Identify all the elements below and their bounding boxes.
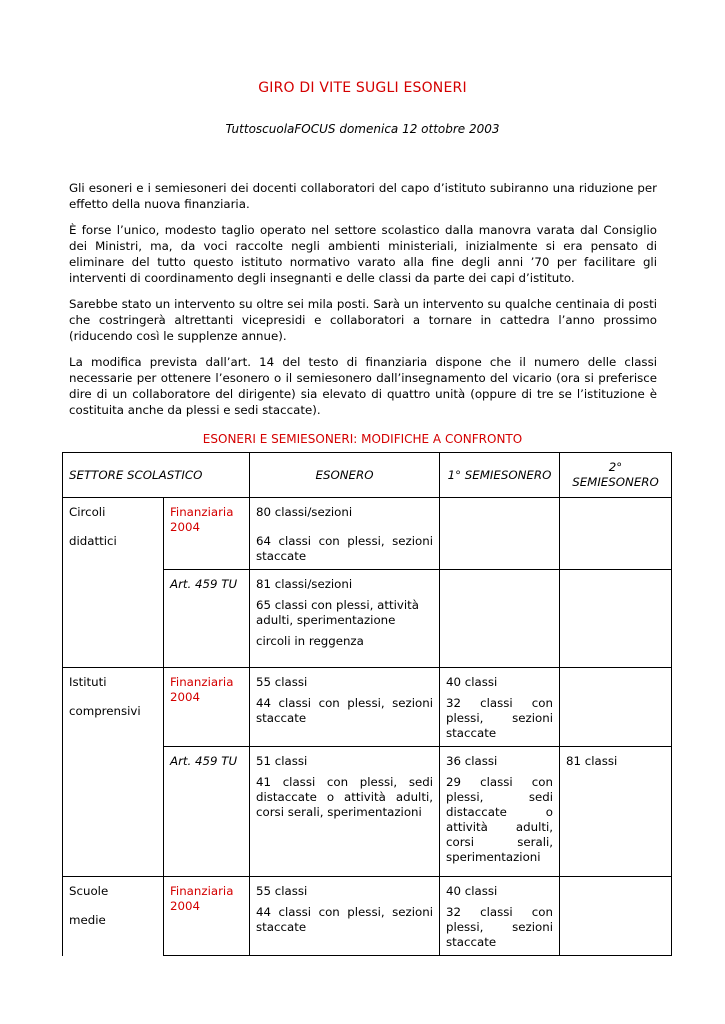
cell-text: 40 classi — [446, 675, 498, 689]
table-row — [63, 877, 672, 956]
semi1-cell — [440, 877, 560, 956]
header-esonero: ESONERO — [250, 453, 440, 498]
sector-cell — [63, 877, 164, 956]
sector-label: didattici — [69, 534, 117, 548]
paragraph: Sarebbe stato un intervento su oltre sei mila posti. Sarà un intervento su qualche centinaia di posti che costringerà altrettanti vicepresidi e collaboratori a tornare in cattedra l’anno prossimo (riducendo così le supplenze annue). — [69, 297, 657, 343]
cell-text: 32 classi con plessi, sezioni staccate — [446, 696, 553, 740]
sector-cell — [63, 668, 164, 877]
comparison-table — [62, 452, 672, 956]
source-label: Finanziaria 2004 — [164, 877, 250, 956]
semi2-cell — [560, 668, 672, 747]
cell-text: 32 classi con plessi, sezioni staccate — [446, 905, 553, 949]
semi2-cell — [560, 498, 672, 570]
sector-label: comprensivi — [69, 704, 141, 718]
semi2-cell — [560, 570, 672, 668]
paragraph: È forse l’unico, modesto taglio operato nel settore scolastico dalla manovra varata dal Consiglio dei Ministri, ma, da voci raccolte negli ambienti ministeriali, inizialmente si era pensato di eliminare del tutto questo istituto normativo varato alla fine degli anni ’70 per facilitare gli interventi di coordinamento degli insegnanti e delle classi da parte dei capi d’istituto. — [69, 223, 657, 285]
esonero-cell — [250, 877, 440, 956]
cell-text: 40 classi — [446, 884, 498, 898]
sector-label: Istituti — [69, 675, 107, 689]
sector-label: Circoli — [69, 505, 106, 519]
table-row — [63, 668, 672, 747]
esonero-cell — [250, 498, 440, 570]
semi1-cell — [440, 498, 560, 570]
esonero-cell — [250, 747, 440, 877]
sector-label: medie — [69, 913, 106, 927]
semi1-cell — [440, 668, 560, 747]
esonero-cell — [250, 668, 440, 747]
esonero-cell — [250, 570, 440, 668]
source-label: Art. 459 TU — [164, 747, 250, 877]
cell-text: 36 classi — [446, 754, 498, 768]
cell-text: 55 classi — [256, 884, 308, 898]
cell-text: 51 classi — [256, 754, 308, 768]
sector-cell — [63, 498, 164, 668]
header-semiesonero-2: 2° SEMIESONERO — [560, 453, 672, 498]
table-row — [63, 498, 672, 570]
header-semiesonero-1: 1° SEMIESONERO — [440, 453, 560, 498]
header-settore: SETTORE SCOLASTICO — [63, 453, 250, 498]
semi2-cell — [560, 747, 672, 877]
paragraph: Gli esoneri e i semiesoneri dei docenti collaboratori del capo d’istituto subiranno una riduzione per effetto della nuova finanziaria. — [69, 181, 657, 211]
table-header-row — [63, 453, 672, 498]
cell-text: 41 classi con plessi, sedi distaccate o attività adulti, corsi serali, sperimentazioni — [256, 775, 433, 819]
document-title: GIRO DI VITE SUGLI ESONERI — [258, 80, 467, 96]
paragraph: La modifica prevista dall’art. 14 del testo di finanziaria dispone che il numero delle classi necessarie per ottenere l’esonero o il semiesonero dall’insegnamento del vicario (ora si preferisce dire di un collaboratore del dirigente) sia elevato di quattro unità (oppure di tre se l’istituzione è costituita anche da plessi e sedi staccate). — [69, 355, 657, 417]
cell-text: circoli in reggenza — [256, 634, 364, 648]
cell-text: 44 classi con plessi, sezioni staccate — [256, 905, 433, 934]
table-title: ESONERI E SEMIESONERI: MODIFICHE A CONFRONTO — [202, 432, 523, 446]
source-label: Art. 459 TU — [164, 570, 250, 668]
semi1-cell — [440, 747, 560, 877]
cell-text: 44 classi con plessi, sezioni staccate — [256, 696, 433, 725]
cell-text: 29 classi con plessi, sedi distaccate o attività adulti, corsi serali, sperimentazioni — [446, 775, 553, 864]
semi2-cell — [560, 877, 672, 956]
cell-text: 64 classi con plessi, sezioni staccate — [256, 534, 433, 563]
cell-text: 80 classi/sezioni — [256, 505, 353, 519]
source-label: Finanziaria 2004 — [164, 668, 250, 747]
cell-text: 65 classi con plessi, attività adulti, sperimentazione — [256, 598, 419, 627]
cell-text: 81 classi — [566, 754, 618, 768]
cell-text: 81 classi/sezioni — [256, 577, 353, 591]
semi1-cell — [440, 570, 560, 668]
source-label: Finanziaria 2004 — [164, 498, 250, 570]
document-subtitle: TuttoscuolaFOCUS domenica 12 ottobre 2003 — [225, 122, 500, 136]
cell-text: 55 classi — [256, 675, 308, 689]
sector-label: Scuole — [69, 884, 109, 898]
